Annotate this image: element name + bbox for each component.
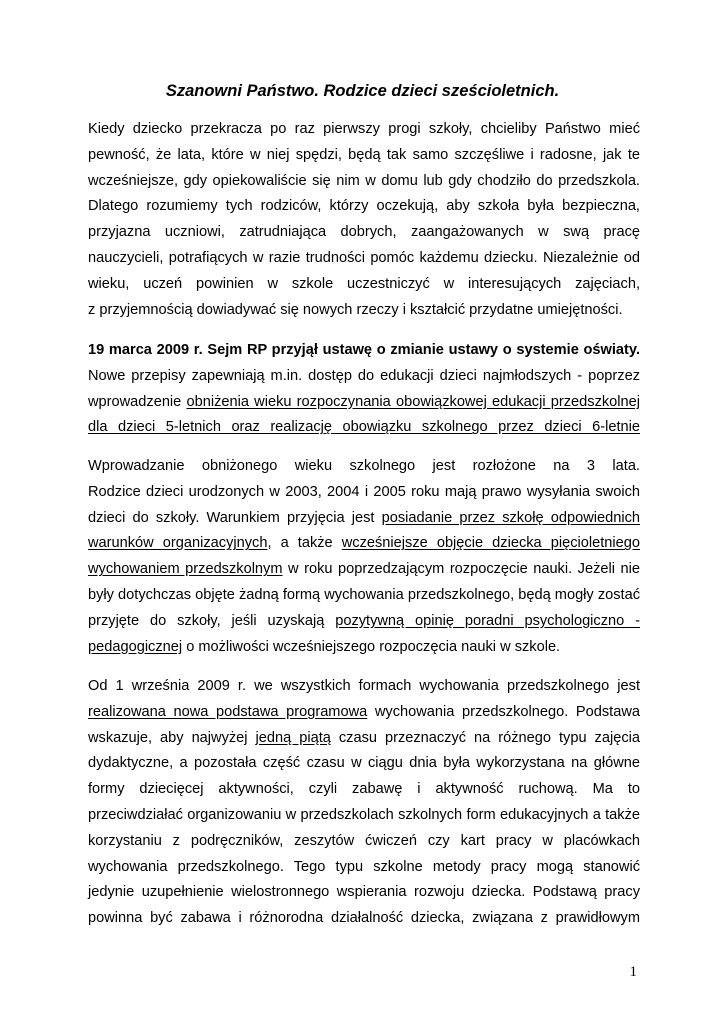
text-line: realizowana nowa podstawa programowa wychowania przedszkolnego. Podstawa [88,703,640,720]
text-line: wcześniejsze, gdy opiekowaliście się nim w domu lub gdy chodziło do przedszkola. [88,172,640,189]
underlined-phrase: realizowana nowa podstawa programowa [88,703,368,720]
underlined-phrase: wcześniejsze objęcie dziecka pięcioletniego [341,535,640,552]
underlined-phrase: wychowaniem przedszkolnym [88,561,283,578]
text-line: wskazuje, aby najwyżej jedną piątą czasu przeznaczyć na różnego typu zajęcia [88,729,640,746]
text-line: nauczycieli, potrafiących w razie trudności pomóc każdemu dziecku. Niezależnie od [88,249,640,266]
underlined-phrase: jedną piątą [255,729,331,746]
text-line: pedagogicznej o możliwości wcześniejszego rozpoczęcia nauki w szkole. [88,638,561,655]
law-headline: 19 marca 2009 r. Sejm RP przyjął ustawę o zmianie ustawy o systemie oświaty. [88,342,640,358]
text-line: dydaktyczne, a pozostała część czasu w ciągu dnia była wykorzystana na główne [88,755,640,772]
text-line: przyjęte do szkoły, jeśli uzyskają pozytywną opinię poradni psychologiczno - [88,612,640,629]
text-line: wieku, uczeń powinien w szkole uczestniczyć w interesujących zajęciach, [88,275,640,292]
underlined-phrase: pedagogicznej [88,638,183,655]
underlined-phrase: posiadanie przez szkołę odpowiednich [381,509,640,526]
text-line: wychowania przedszkolnego. Tego typu szkolne metody pracy mogą stanowić [88,858,640,875]
text-line: Wprowadzanie obniżonego wieku szkolnego jest rozłożone na 3 lata. [88,458,640,474]
text-line: Rodzice dzieci urodzonych w 2003, 2004 i 2005 roku mają prawo wysyłania swoich [88,483,640,500]
text-line: korzystaniu z podręczników, zeszytów ćwiczeń czy kart pracy w placówkach [88,832,640,849]
text-line [88,415,640,441]
text-line: jedynie uzupełnienie wielostronnego wspierania rozwoju dziecka. Podstawą pracy [88,884,640,901]
text-line: powinna być zabawa i różnorodna działalność dziecka, związana z prawidłowym [88,910,640,927]
text-line: przyjazna uczniowi, zatrudniająca dobrych, zaangażowanych w swą pracę [88,224,640,241]
text-line: Kiedy dziecko przekracza po raz pierwszy progi szkoły, chcieliby Państwo mieć [88,121,640,137]
text-line: warunków organizacyjnych, a także wcześniejsze objęcie dziecka pięcioletniego [88,535,640,552]
underlined-phrase: obniżenia wieku rozpoczynania obowiązkowej edukacji przedszkolnej [186,393,640,410]
text-line: przeciwdziałać organizowaniu w przedszkolach szkolnych form edukacyjnych a także [88,806,640,823]
text-line: z przyjemnością dowiadywać się nowych rzeczy i kształcić przydatne umiejętności. [88,301,623,318]
text-line: dzieci do szkoły. Warunkiem przyjęcia jest posiadanie przez szkołę odpowiednich [88,509,640,526]
text-line: były dotychczas objęte żadną formą wychowania przedszkolnego, będą mogły zostać [88,586,640,603]
text-line: Dlatego rozumiemy tych rodziców, którzy oczekują, aby szkoła była bezpieczna, [88,198,640,215]
underlined-phrase: warunków organizacyjnych [88,535,268,552]
paragraph-intro [88,117,640,323]
page-title: Szanowni Państwo. Rodzice dzieci sześcioletnich. [165,82,560,100]
text-line: pewność, że lata, które w niej spędzi, będą tak samo szczęśliwe i radosne, jak te [88,146,640,163]
text-line: wychowaniem przedszkolnym w roku poprzedzającym rozpoczęcie nauki. Jeżeli nie [88,561,640,578]
underlined-phrase: pozytywną opinię poradni psychologiczno - [335,612,640,629]
paragraph-law [88,338,640,441]
text-line: formy dziecięcej aktywności, czyli zabawę i aktywność ruchową. Ma to [88,781,640,798]
page-number: 1 [629,964,637,980]
text-line: Od 1 września 2009 r. we wszystkich formach wychowania przedszkolnego jest [88,678,640,694]
paragraph-curriculum [88,674,640,932]
text-line [88,338,640,364]
text-line: wprowadzenie obniżenia wieku rozpoczynania obowiązkowej edukacji przedszkolnej [88,393,640,410]
text-line: Nowe przepisy zapewniają m.in. dostęp do edukacji dzieci najmłodszych - poprzez [88,367,640,384]
underlined-phrase: dla dzieci 5-letnich oraz realizację obowiązku szkolnego przez dzieci 6-letnie [88,419,640,436]
paragraph-school-age [88,454,640,660]
